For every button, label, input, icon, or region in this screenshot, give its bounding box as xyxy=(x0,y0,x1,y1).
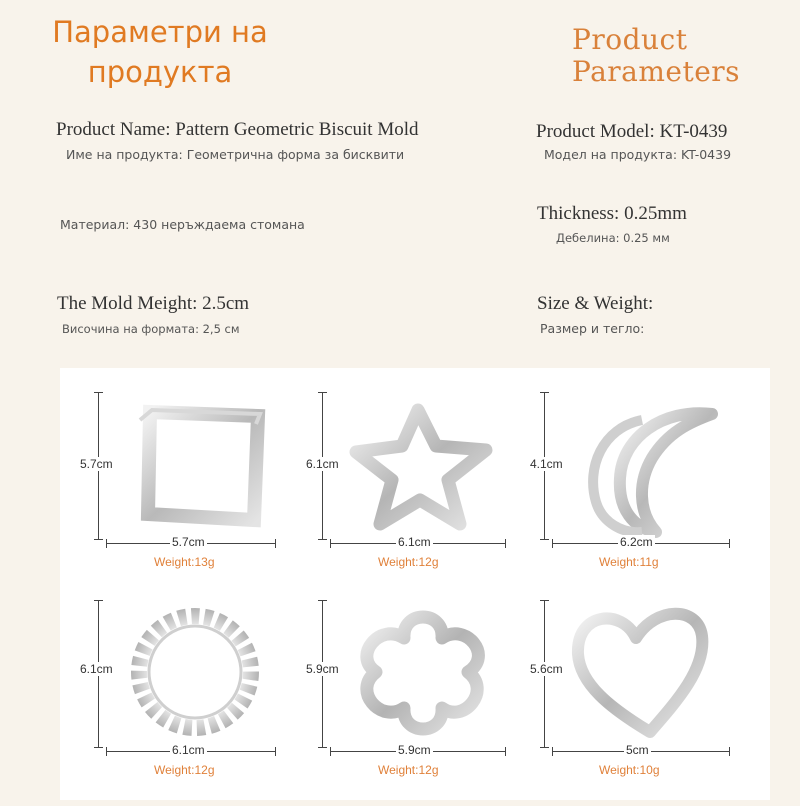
size-weight-en: Size & Weight: xyxy=(537,293,654,314)
width-dim: 6.1cm xyxy=(172,743,205,757)
thickness-en: Thickness: 0.25mm xyxy=(537,203,687,224)
thickness-bg: Дебелина: 0.25 мм xyxy=(556,231,670,245)
mold-card-flower xyxy=(304,596,540,806)
title-bg-line1: Параметри на xyxy=(52,15,268,49)
width-dim: 5cm xyxy=(626,743,649,757)
width-dim: 6.2cm xyxy=(620,535,653,549)
title-en-line1: Product xyxy=(572,23,688,56)
weight-label: Weight:13g xyxy=(154,555,215,569)
title-bulgarian xyxy=(30,12,290,92)
mold-card-star xyxy=(304,388,540,598)
mold-card-moon xyxy=(528,388,764,598)
weight-label: Weight:12g xyxy=(154,763,215,777)
mold-height-bg: Височина на формата: 2,5 см xyxy=(62,322,240,336)
title-bg-line2: продукта xyxy=(87,55,233,89)
product-name-bg: Име на продукта: Геометрична форма за бисквити xyxy=(66,147,405,162)
weight-label: Weight:12g xyxy=(378,555,439,569)
material-bg: Материал: 430 неръждаема стомана xyxy=(60,217,305,232)
width-dim: 5.9cm xyxy=(398,743,431,757)
moon-icon xyxy=(572,398,722,538)
height-dim: 5.6cm xyxy=(530,662,563,676)
molds-panel xyxy=(60,368,770,800)
product-model-en: Product Model: KT-0439 xyxy=(536,121,728,142)
title-en-line2: Parameters xyxy=(572,55,741,88)
mold-card-scalloped-circle xyxy=(76,596,312,806)
height-dim: 5.7cm xyxy=(80,457,113,471)
width-dim: 6.1cm xyxy=(398,535,431,549)
star-icon xyxy=(348,396,498,536)
product-name-en: Product Name: Pattern Geometric Biscuit Mold xyxy=(56,119,419,140)
flower-icon xyxy=(346,602,496,742)
product-model-bg: Модел на продукта: KT-0439 xyxy=(544,147,732,162)
height-dim: 6.1cm xyxy=(306,457,339,471)
size-weight-bg: Размер и тегло: xyxy=(540,321,645,336)
scalloped-circle-icon xyxy=(120,602,270,742)
heart-icon xyxy=(566,600,716,740)
weight-label: Weight:12g xyxy=(378,763,439,777)
weight-label: Weight:11g xyxy=(599,555,659,569)
mold-card-heart xyxy=(528,596,764,806)
height-dim: 6.1cm xyxy=(80,662,113,676)
height-dim: 5.9cm xyxy=(306,662,339,676)
square-icon xyxy=(130,402,270,532)
mold-card-square xyxy=(76,388,312,598)
height-dim: 4.1cm xyxy=(530,457,563,471)
width-dim: 5.7cm xyxy=(172,535,205,549)
title-english xyxy=(572,24,740,88)
weight-label: Weight:10g xyxy=(599,763,660,777)
mold-height-en: The Mold Meight: 2.5cm xyxy=(57,293,250,314)
